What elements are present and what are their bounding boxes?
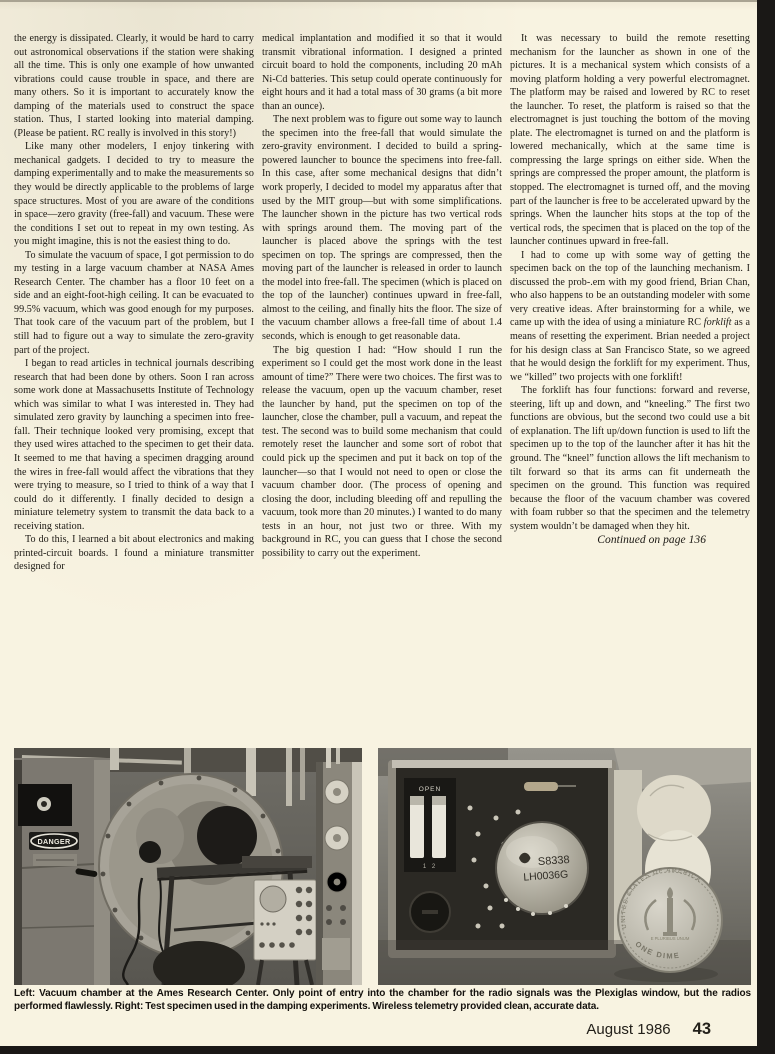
switch-position-label: 1 2	[422, 864, 438, 870]
paragraph-text: I had to come up with some way of getting the specimen back on the top of the launching mechanism. I discussed the prob-.em with my good friend, Brian Chan, who also happens to be an outstanding modeler with some very creative ideas. After brainstorming for a while, we came up with the idea of using a miniature RC	[510, 249, 750, 329]
scan-edge-right	[757, 0, 775, 1054]
paragraph: I began to read articles in technical journals describing research that had been done by others. Soon I ran across some work done at Massachusetts Institute of Technology which was similar to what I was interested in. They had simulated zero gravity by launching a specimen into free-fall. Their technique looked very promising, except that they used wires attached to the specimen to get their data. It seemed to me that having a specimen dragging around the wires in free-fall would affect the vibrations that they were trying to measure, so I tried to think of a way that I could do it differently. I finally decided to design a miniature telemetry system to transmit the data back to a receiving station.	[14, 358, 254, 532]
photo-row	[14, 748, 751, 985]
page-footer	[0, 1020, 711, 1039]
article-body	[14, 32, 750, 574]
vacuum-chamber-photo	[14, 748, 362, 985]
switch-open-label: OPEN	[418, 786, 442, 793]
ic-part-number: S8338	[537, 853, 571, 869]
article-column-1	[14, 32, 254, 574]
danger-sign-label: DANGER	[37, 837, 71, 846]
paragraph: The next problem was to figure out some way to launch the specimen into the free-fall that would simulate the zero-gravity environment. I decided to build a spring-powered launcher to bounce the specimens into free-fall. In this case, after some mechanical designs that didn’t work properly, I decided to model my apparatus after that used by the MIT group—but with some simplifications. The launcher shown in the picture has two vertical rods with springs around them. The moving part of the launcher is placed above the springs with the test specimen on top. The springs are compressed, then the moving part of the launcher is released in order to launch the model into free-fall. The specimen (which is placed on the top of the launcher) continues upward in free-fall, almost to the ceiling, and finally hits the floor. The size of the vacuum chamber allows a free-fall time of about 1.4 seconds, which is enough to get reasonable data.	[262, 114, 502, 343]
issue-date: August 1986	[586, 1021, 671, 1038]
dime-motto-text: E PLURIBUS UNUM	[650, 936, 690, 941]
paragraph: To simulate the vacuum of space, I got permission to do my testing in a large vacuum chamber at NASA Ames Research Center. The chamber has a floor 10 feet on a side and an eight-foot-high ceiling. It can be evacuated to 99.5% vacuum, which was good enough for my purposes. That took care of the vacuum part of the problem, but I still had to figure out a way to simulate the zero-gravity part of the project.	[14, 249, 254, 356]
paragraph	[510, 249, 750, 384]
paragraph: Like many other modelers, I enjoy tinkering with mechanical gadgets. I decided to try to measure the damping experimentally and to make the measurements so they would be directly applicable to the problems of large space structures. Most of you are aware of the conditions in space—zero gravity (free-fall) and vacuum. These were the conditions I set out to repeat in my own testing. As you might imagine, this is not the easiest thing to do.	[14, 141, 254, 248]
paragraph: medical implantation and modified it so that it would transmit vibrational information. I designed a printed circuit board to hold the components, including 20 mAh Ni-Cd batteries. This setup could operate continuously for eight hours and it had a total mass of 30 grams (a bit more than an ounce).	[262, 33, 502, 112]
italic-word: forklift	[703, 317, 732, 329]
danger-sign	[29, 832, 79, 866]
photo-caption: Left: Vacuum chamber at the Ames Research Center. Only point of entry into the chamber for the radio signals was the Plexiglas window, but the radios performed flawlessly. Right: Test specimen used in the damping experiments. Wireless telemetry provided clean, accurate data.	[14, 988, 751, 1012]
lamp	[139, 841, 161, 863]
scan-edge-bottom	[0, 1046, 775, 1054]
metal-can-ic	[496, 822, 588, 916]
ic-model-number: LH0036G	[522, 868, 569, 884]
article-column-3	[510, 32, 750, 574]
paragraph: The forklift has four functions: forward and reverse, steering, lift up and down, and “kneeling.” The first two functions are obvious, but the second two could use a bit of explanation. The lift up/down function is used to lift the specimen up to the top of the launcher after it has hit the ground. The “kneel” function allows the lift mechanism to tilt forward so that its arms can fit underneath the specimen on the ground. This function was required because the floor of the vacuum chamber was covered with foam rubber so that the specimen and the telemetry system wouldn’t be damaged when they hit.	[510, 385, 750, 532]
continued-on-page-note: Continued on page 136	[597, 534, 706, 547]
test-specimen-photo	[378, 748, 751, 985]
paragraph: To do this, I learned a bit about electronics and making printed-circuit boards. I found a miniature transmitter designed for	[14, 534, 254, 573]
dime-denomination-text: ONE DIME	[633, 939, 681, 961]
paragraph-text: as a means of resetting the experiment. Brian needed a project for his design class at San Francisco State, so we agreed that he would design the forklift for my experiment. Thus, we “killed” two projects with one forklift!	[510, 317, 750, 383]
crt-screen	[260, 886, 286, 912]
equipment-rack	[316, 748, 362, 985]
paragraph: the energy is dissipated. Clearly, it would be hard to carry out astronomical observations if the station were shaking all the time. This is only one example of how unwanted vibrations could cause trouble in space, and there are many others. So it is important to accurately know the damping of the materials used to construct the space station. Thus, I started looking into material damping. (Please be patient. RC really is involved in this story!)	[14, 33, 254, 139]
paragraph: It was necessary to build the remote resetting mechanism for the launcher as shown in one of the pictures. It is a mechanical system which consists of a moving platform holding a very powerful electromagnet. The platform may be raised and lowered by RC to reset the launcher. To reset, the platform is raised so that the electromagnet is just touching the bottom of the moving plate. The electromagnet is turned on and the platform is lowered mechanically, which at the same time is compressing the large springs on either side. When the springs are compressed the proper amount, the platform is stopped. The electromagnet is turned off, and the moving part of the launcher is free to be accelerated upward by the springs. When the launcher hits stops at the top of the vertical rods, the specimen that is placed on the top of the launcher continues upward in free-fall.	[510, 33, 750, 248]
paragraph: The big question I had: “How should I run the experiment so I could get the most work done in the least amount of time?” There were two choices. The first was to release the vacuum, open up the vacuum chamber, reset the launcher by hand, put the specimen on top of the launcher, close the chamber, pull a vacuum, and repeat the test. The second was to build some mechanism that could remotely reset the launcher and some sort of robot that could pick up the specimen and put it back on top of the launcher—so that I would not need to open or close the vacuum chamber door. (The process of opening and closing the door, including bleeding off and repulling the vacuum, took more than 20 minutes.) I wanted to do many tests in an hour, not just two or three. With my background in RC, you can guess that I chose the second possibility to carry out the experiment.	[262, 344, 502, 559]
scan-edge-top	[0, 0, 775, 2]
page-number: 43	[692, 1020, 711, 1038]
toggle-switch	[404, 778, 456, 872]
dime-legend-text: UNITED STATES OF AMERICA	[620, 867, 702, 929]
article-column-2	[262, 32, 502, 574]
circuit-board	[388, 760, 616, 958]
chamber-wall-and-door	[14, 758, 110, 985]
trim-potentiometer	[410, 892, 450, 932]
